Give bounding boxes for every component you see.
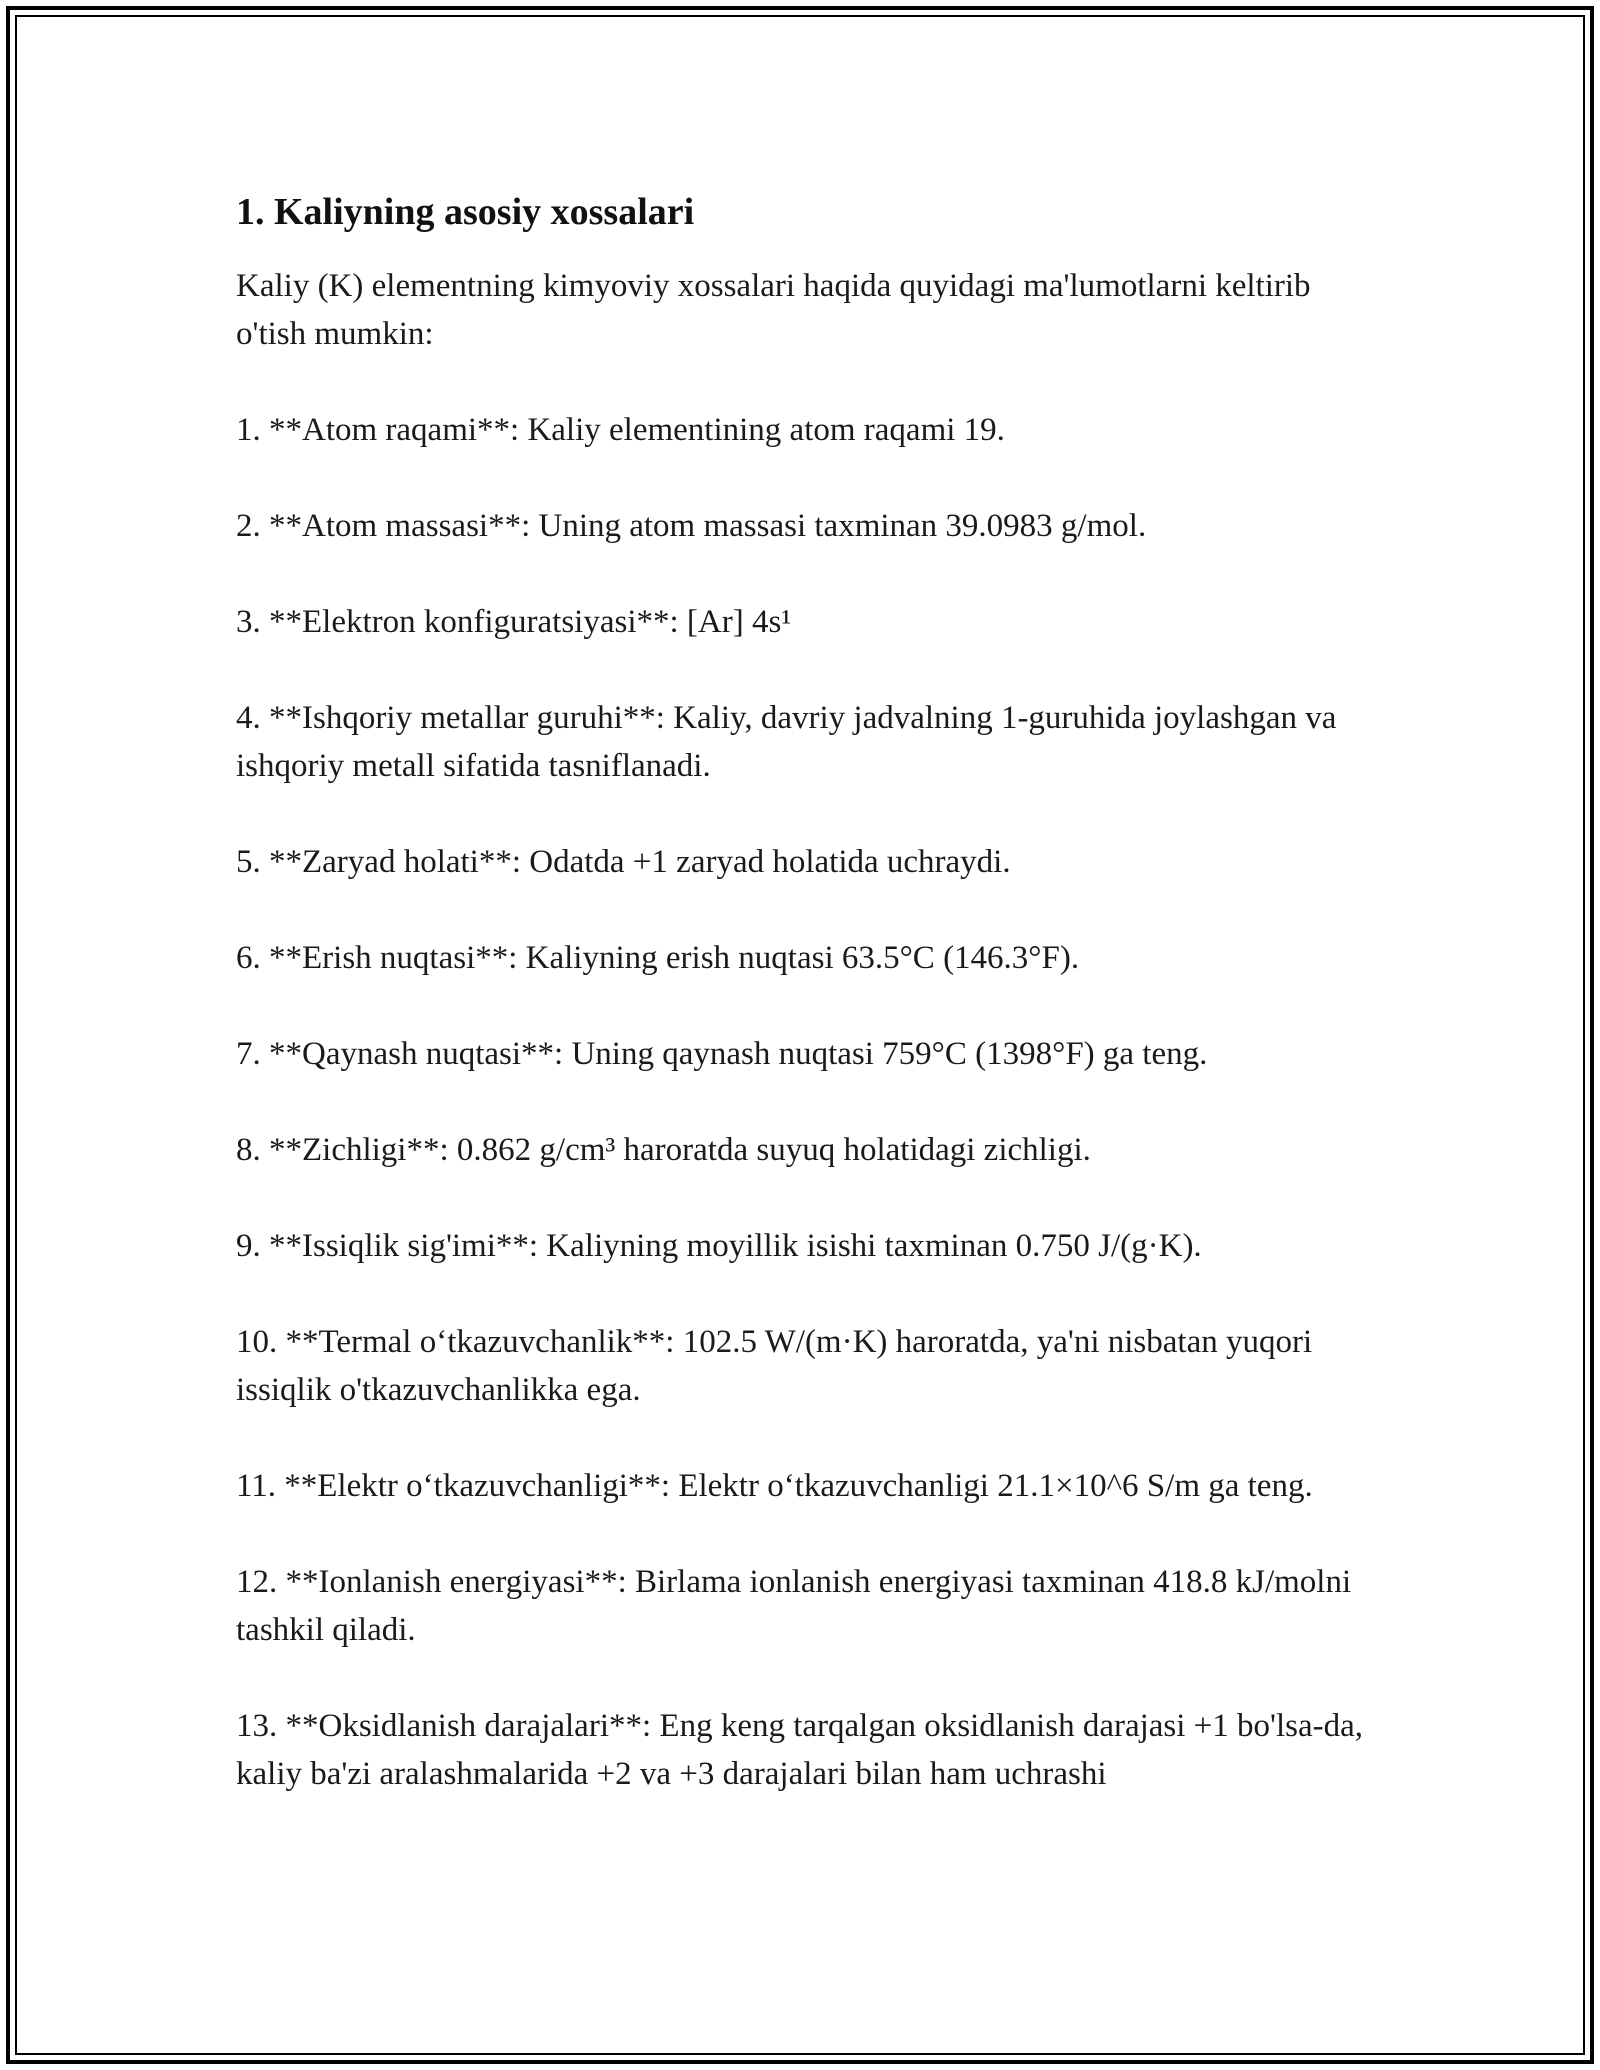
list-item: 11. **Elektr o‘tkazuvchanligi**: Elektr o‘tkazuvchanligi 21.1×10^6 S/m ga teng. <box>236 1468 1313 1504</box>
property-list <box>236 406 1366 1798</box>
list-item: 7. **Qaynash nuqtasi**: Uning qaynash nuqtasi 759°C (1398°F) ga teng. <box>236 1036 1208 1072</box>
document-body <box>236 188 1366 1798</box>
list-item: 5. **Zaryad holati**: Odatda +1 zaryad holatida uchraydi. <box>236 844 1011 880</box>
list-item: 6. **Erish nuqtasi**: Kaliyning erish nuqtasi 63.5°C (146.3°F). <box>236 940 1080 976</box>
list-item: 13. **Oksidlanish darajalari**: Eng keng tarqalgan oksidlanish darajasi +1 bo'lsa-da, kaliy ba'zi aralashmalarida +2 va +3 darajalari bilan ham uchrashi <box>236 1708 1364 1792</box>
list-item: 2. **Atom massasi**: Uning atom massasi taxminan 39.0983 g/mol. <box>236 508 1147 544</box>
list-item: 1. **Atom raqami**: Kaliy elementining atom raqami 19. <box>236 412 1005 448</box>
list-item: 10. **Termal o‘tkazuvchanlik**: 102.5 W/(m·K) haroratda, ya'ni nisbatan yuqori issiqlik o'tkazuvchanlikka ega. <box>236 1324 1313 1408</box>
list-item: 3. **Elektron konfiguratsiyasi**: [Ar] 4s¹ <box>236 604 792 640</box>
list-item: 4. **Ishqoriy metallar guruhi**: Kaliy, davriy jadvalning 1-guruhida joylashgan va ishqoriy metall sifatida tasniflanadi. <box>236 700 1337 784</box>
section-heading: 1. Kaliyning asosiy xossalari <box>236 191 695 233</box>
intro-paragraph: Kaliy (K) elementning kimyoviy xossalari haqida quyidagi ma'lumotlarni keltirib o'tish mumkin: <box>236 268 1311 352</box>
list-item: 12. **Ionlanish energiyasi**: Birlama ionlanish energiyasi taxminan 418.8 kJ/molni tashkil qiladi. <box>236 1564 1352 1648</box>
list-item: 9. **Issiqlik sig'imi**: Kaliyning moyillik isishi taxminan 0.750 J/(g·K). <box>236 1228 1202 1264</box>
list-item: 8. **Zichligi**: 0.862 g/cm³ haroratda suyuq holatidagi zichligi. <box>236 1132 1091 1168</box>
